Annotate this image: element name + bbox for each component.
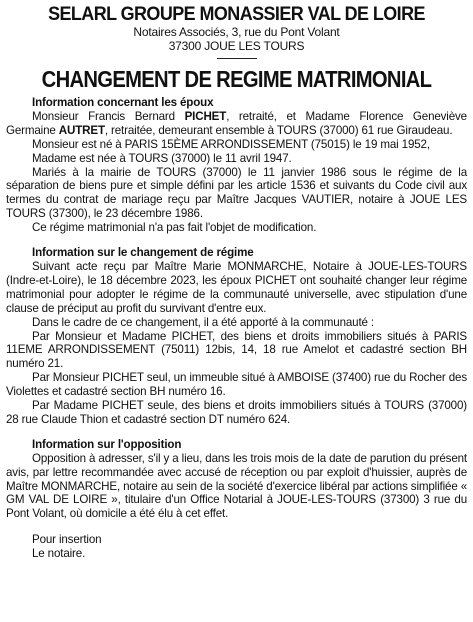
firm-name: SELARL GROUPE MONASSIER VAL DE LOIRE [48, 3, 425, 25]
firm-address-line2: 37300 JOUE LES TOURS [168, 39, 305, 53]
paragraph-spouses-identity [6, 110, 467, 138]
text-segment: Monsieur Francis Bernard [32, 109, 185, 123]
text-segment: , retraitée, demeurant ensemble à TOURS (37000) 61 rue Giraudeau. [104, 123, 453, 137]
separator-rule [217, 58, 257, 59]
paragraph-wife-birth: Madame est née à TOURS (37000) le 11 avril 1947. [32, 151, 292, 165]
paragraph-contribution-husband: Par Monsieur PICHET seul, un immeuble situé à AMBOISE (37400) rue du Rocher des Violettes et cadastré section BH numéro 16. [6, 371, 467, 399]
paragraph-change-deed: Suivant acte reçu par Maître Marie MONMARCHE, Notaire à JOUE-LES-TOURS (Indre-et-Loire), le 18 décembre 2023, les époux PICHET ont souhaité changer leur régime matrimonial pour adopter le régime de la communauté universelle, avec stipulation d'une clause de préciput au profit du survivant d'entre eux. [6, 259, 467, 315]
paragraph-husband-birth: Monsieur est né à PARIS 15ÈME ARRONDISSEMENT (75015) le 19 mai 1952, [32, 137, 430, 151]
section-heading-change: Information sur le changement de régime [32, 246, 254, 260]
firm-address-line1: Notaires Associés, 3, rue du Pont Volant [133, 25, 340, 39]
notice-body [6, 96, 467, 561]
text-segment: , retraité, et Madame Florence Geneviève Germaine [6, 109, 467, 137]
paragraph-opposition: Opposition à adresser, s'il y a lieu, dans les trois mois de la date de parution du présent avis, par lettre recommandée avec accusé de réception ou par exploit d'huissier, auprès de Maître MONMARCHE, notaire au sein de la société d'exercice libéral par actions simplifiée « GM VAL DE LOIRE », titulaire d'un Office Notarial à JOUE-LES-TOURS (37300) 3 rue du Pont Volant, où domicile a été élu à cet effet. [6, 451, 467, 521]
wife-surname: AUTRET [58, 123, 105, 137]
paragraph-contribution-couple: Par Monsieur et Madame PICHET, des biens et droits immobiliers situés à PARIS 11EME ARRONDISSEMENT (75011) 12bis, 14, 18 rue Amelot et cadastré section BH numéro 21. [6, 329, 467, 371]
paragraph-contribution-intro: Dans le cadre de ce changement, il a été apporté à la communauté : [32, 315, 374, 329]
paragraph-marriage: Mariés à la mairie de TOURS (37000) le 11 janvier 1986 sous le régime de la séparation de biens pure et simple défini par les article 1536 et suivants du Code civil aux termes du contrat de mariage reçu par Maître Jacques VAUTIER, notaire à JOUE LES TOURS (37300), le 23 décembre 1986. [6, 165, 467, 221]
husband-surname: PICHET [184, 109, 227, 123]
section-heading-spouses: Information concernant les époux [32, 96, 214, 109]
signature-line1: Pour insertion [32, 533, 102, 547]
signature-line2: Le notaire. [32, 547, 86, 561]
section-heading-opposition: Information sur l'opposition [32, 437, 182, 451]
paragraph-no-modification: Ce régime matrimonial n'a pas fait l'objet de modification. [32, 221, 317, 235]
notice-title: CHANGEMENT DE REGIME MATRIMONIAL [41, 66, 432, 92]
paragraph-contribution-wife: Par Madame PICHET seule, des biens et droits immobiliers situés à TOURS (37000) 28 rue Claude Thion et cadastré section DT numéro 624. [6, 399, 467, 426]
legal-notice [0, 3, 473, 622]
